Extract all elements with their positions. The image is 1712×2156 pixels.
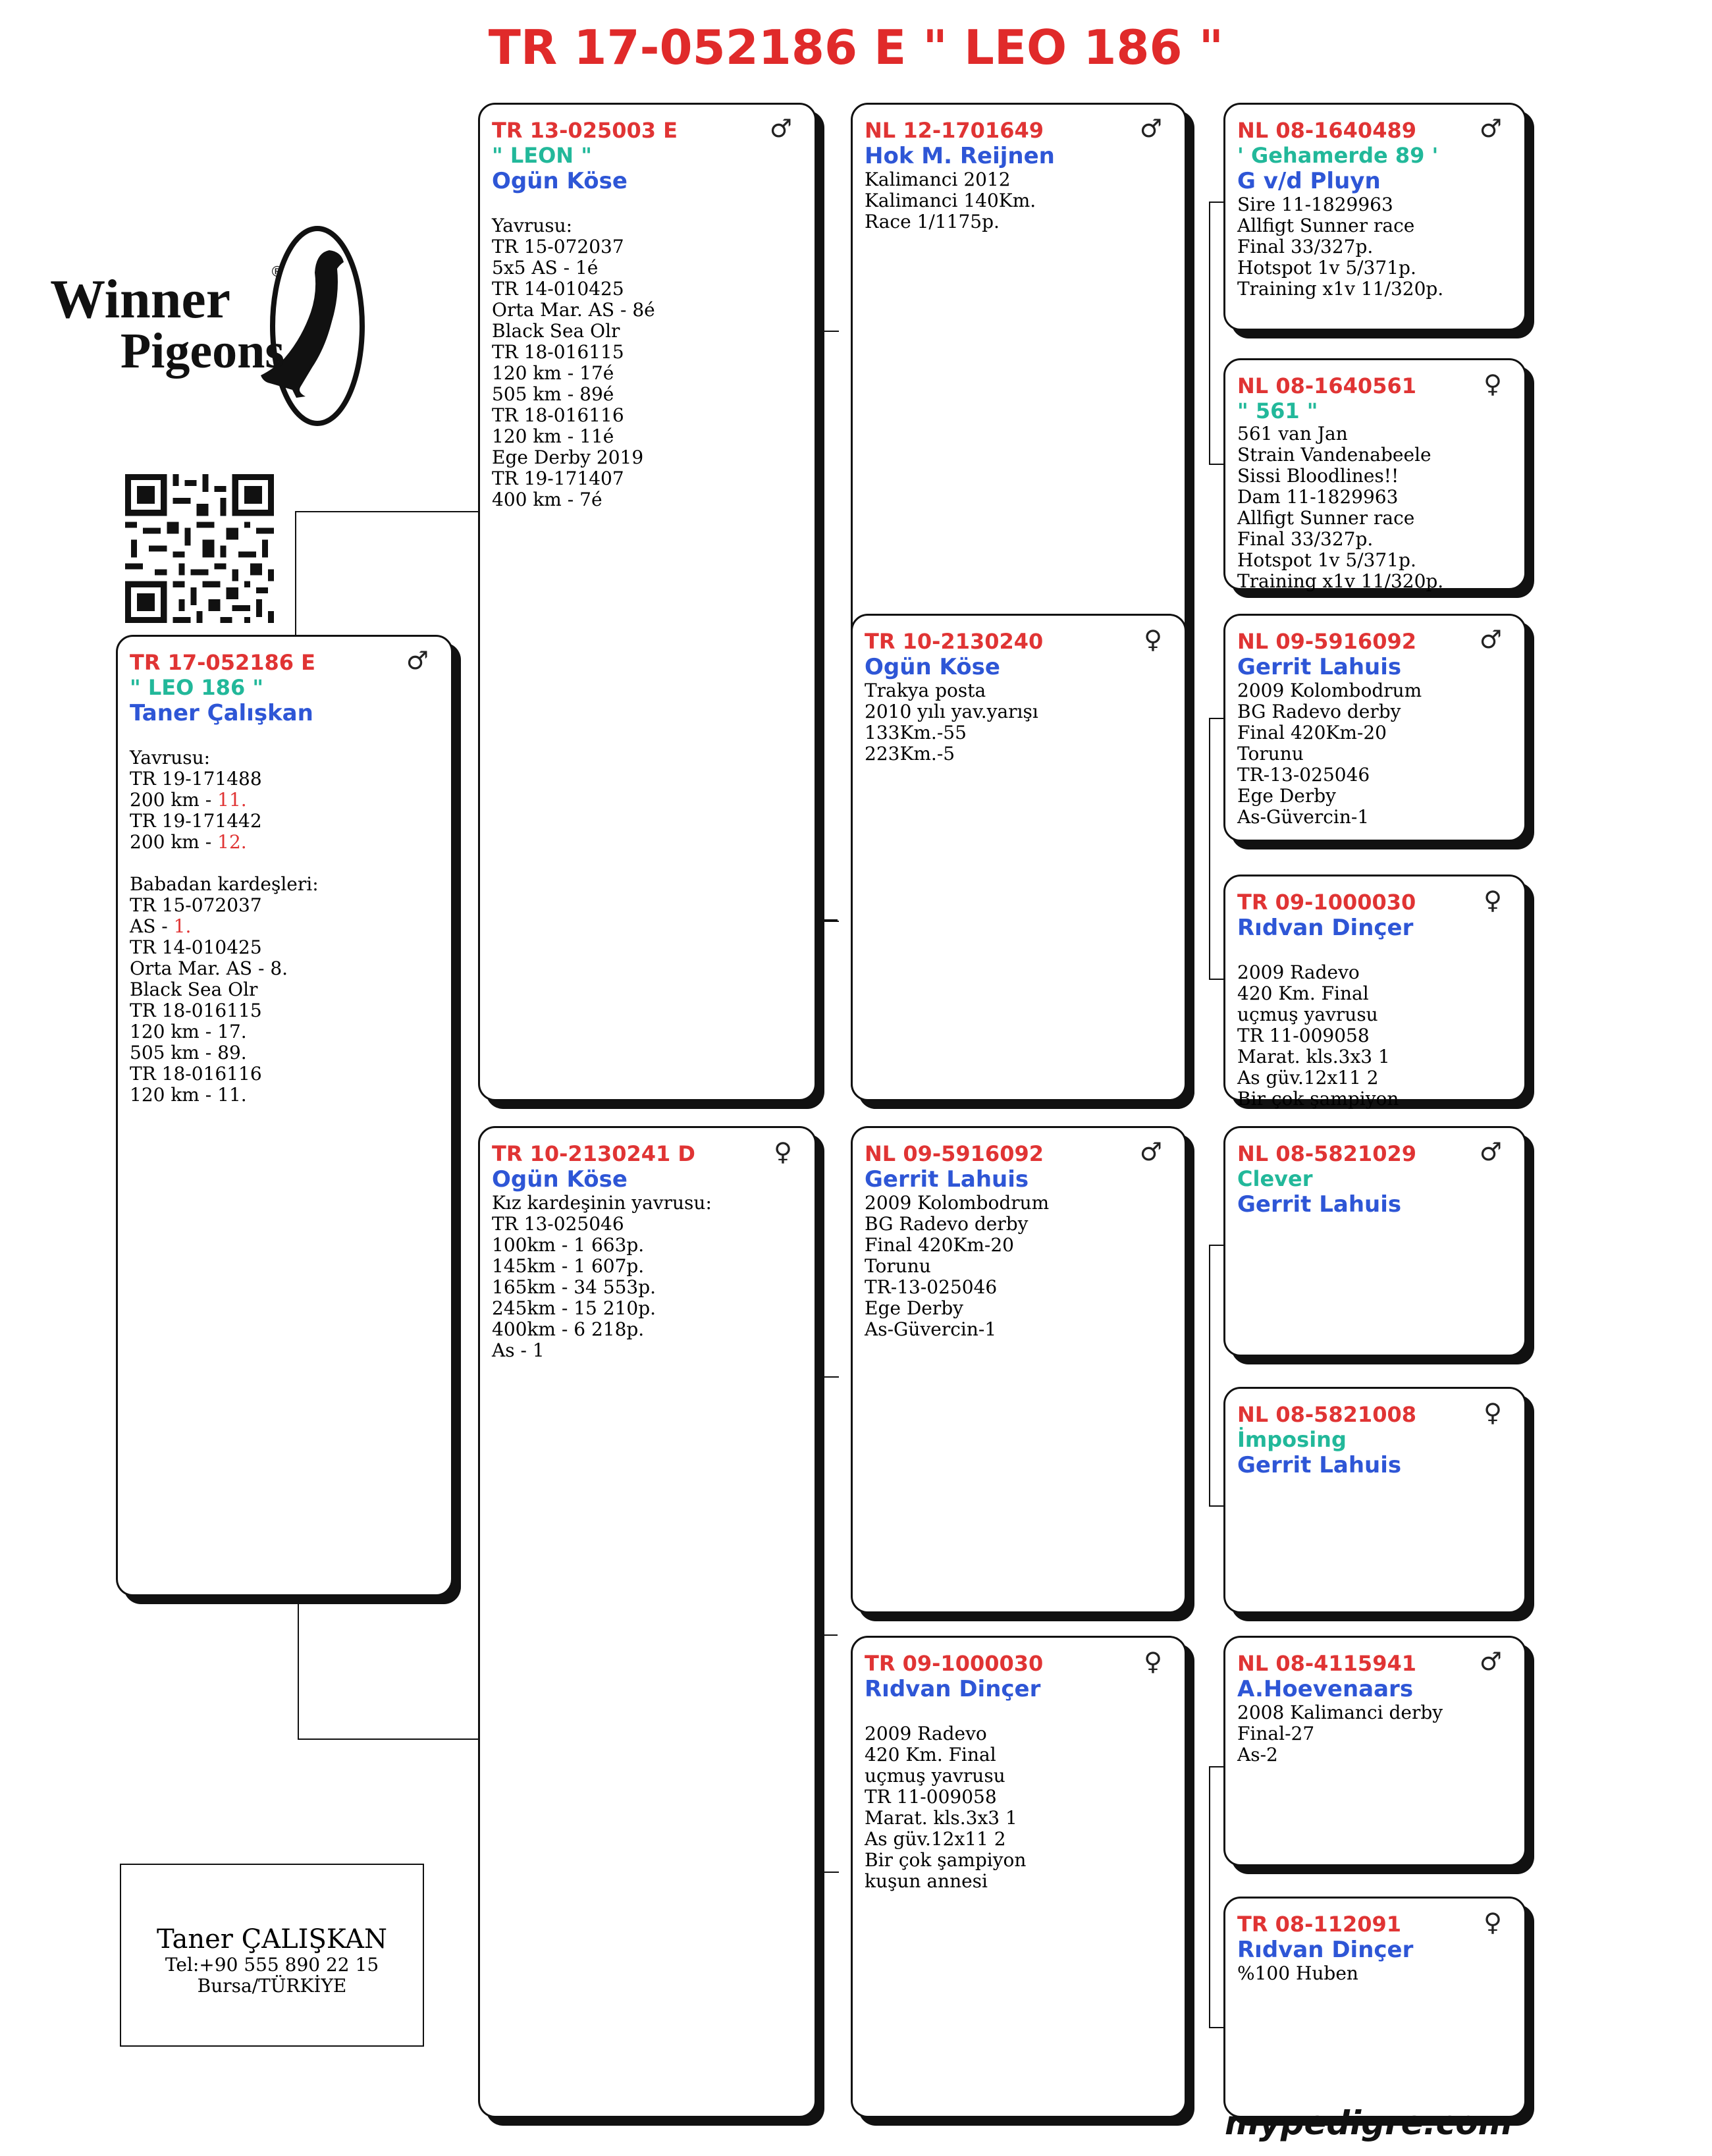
dam-sire-card[interactable] [851, 1126, 1187, 1613]
sibling-line: AS - 1. [130, 915, 192, 937]
pigeon-notes: Yavrusu: TR 15-072037 5x5 AS - 1é TR 14-010425 Orta Mar. AS - 8é Black Sea Olr TR 18-016115 120 km - 17é 505 km - 89é TR 18-016116 120 km - 11é Ege Derby 2019 TR 19-171407 400 km - 7é [492, 215, 655, 510]
male-symbol-icon: ♂ [1479, 1647, 1502, 1676]
pigeon-name: Clever [1237, 1166, 1313, 1191]
dam-sire-dam-card[interactable] [1223, 1387, 1526, 1613]
pigeon-notes: 2009 Kolombodrum BG Radevo derby Final 420Km-20 Torunu TR-13-025046 Ege Derby As-Güvercin-1 [1237, 680, 1422, 828]
connector-line [1209, 1766, 1225, 2028]
female-symbol-icon: ♀ [1144, 625, 1162, 654]
sibling-line: TR 18-016115 [130, 1000, 262, 1021]
placing: 12. [217, 831, 247, 853]
sibling-line: TR 14-010425 [130, 936, 262, 958]
pigeon-name: ' Gehamerde 89 ' [1237, 143, 1439, 168]
female-symbol-icon: ♀ [1484, 886, 1502, 915]
ring-number: TR 09-1000030 [865, 1651, 1044, 1676]
ring-number: TR 09-1000030 [1237, 890, 1416, 915]
owner-name: A.Hoevenaars [1237, 1676, 1414, 1702]
connector-line [819, 331, 839, 922]
ring-number: NL 08-1640489 [1237, 118, 1416, 143]
pigeon-notes: 2009 Kolombodrum BG Radevo derby Final 420Km-20 Torunu TR-13-025046 Ege Derby As-Güvercin-1 [865, 1192, 1050, 1340]
pigeon-name: " 561 " [1237, 398, 1318, 423]
dam-dam-dam-card[interactable] [1223, 1897, 1526, 2118]
ring-number: TR 13-025003 E [492, 118, 678, 143]
ring-number: TR 08-112091 [1237, 1912, 1402, 1937]
pigeon-notes: 2009 Radevo 420 Km. Final uçmuş yavrusu TR 11-009058 Marat. kls.3x3 1 As güv.12x11 2 Bir çok şampiyon kuşun annesi [865, 1723, 1027, 1892]
sire-dam-sire-card[interactable] [1223, 614, 1526, 842]
ring-number: TR 10-2130241 D [492, 1141, 695, 1166]
ring-number: TR 10-2130240 [865, 629, 1044, 654]
pigeon-notes: Sire 11-1829963 Allfigt Sunner race Final 33/327p. Hotspot 1v 5/371p. Training x1v 11/320p. [1237, 194, 1444, 300]
connector-line [295, 511, 481, 635]
offspring-ring: TR 19-171488 [130, 768, 262, 790]
sibling-line: 120 km - 11. [130, 1084, 247, 1106]
male-symbol-icon: ♂ [769, 114, 792, 143]
dam-dam-sire-card[interactable] [1223, 1636, 1526, 1866]
owner-name: Gerrit Lahuis [1237, 1191, 1402, 1218]
male-symbol-icon: ♂ [1139, 1137, 1162, 1166]
sire-card[interactable] [478, 103, 816, 1101]
subject-card[interactable] [116, 635, 453, 1596]
ring-number: NL 08-1640561 [1237, 373, 1416, 398]
sire-dam-card[interactable] [851, 614, 1187, 1101]
owner-name: Rıdvan Dinçer [865, 1676, 1041, 1702]
pigeon-name: " LEON " [492, 143, 592, 168]
owner-name: Ogün Köse [492, 1166, 628, 1193]
sibling-line: Black Sea Olr [130, 979, 258, 1000]
pigeon-notes: Trakya posta 2010 yılı yav.yarışı 133Km.-55 223Km.-5 [865, 680, 1038, 765]
female-symbol-icon: ♀ [1484, 1908, 1502, 1937]
breeder-contact-box [120, 1864, 424, 2047]
placing: 11. [217, 789, 247, 811]
sire-sire-dam-card[interactable] [1223, 358, 1526, 590]
owner-name: G v/d Pluyn [1237, 168, 1381, 194]
male-symbol-icon: ♂ [1479, 625, 1502, 654]
breeder-phone: Tel:+90 555 890 22 15 [165, 1954, 379, 1976]
offspring-ring: TR 19-171442 [130, 810, 262, 832]
female-symbol-icon: ♀ [1484, 369, 1502, 398]
website-label[interactable]: mypedigre.com [1225, 2104, 1512, 2142]
pigeon-notes: Kalimanci 2012 Kalimanci 140Km. Race 1/1175p. [865, 169, 1036, 232]
breeder-name: Taner ÇALIŞKAN [156, 1924, 388, 1954]
siblings-label: Babadan kardeşleri: [130, 873, 319, 895]
pigeon-notes: Kız kardeşinin yavrusu: TR 13-025046 100km - 1 663p. 145km - 1 607p. 165km - 34 553p. 245km - 15 210p. 400km - 6 218p. As - 1 [492, 1192, 712, 1361]
male-symbol-icon: ♂ [1479, 1137, 1502, 1166]
sibling-line: 120 km - 17. [130, 1021, 247, 1042]
sibling-line: TR 18-016116 [130, 1063, 262, 1085]
ring-number: TR 17-052186 E [130, 650, 316, 675]
owner-name: Rıdvan Dinçer [1237, 915, 1414, 941]
sibling-line: TR 15-072037 [130, 894, 262, 916]
connector-line [819, 919, 838, 921]
dam-sire-sire-card[interactable] [1223, 1126, 1526, 1357]
offspring-label: Yavrusu: [130, 747, 211, 768]
owner-name: Gerrit Lahuis [865, 1166, 1029, 1193]
connector-line [819, 1376, 839, 1873]
connector-line [819, 1634, 838, 1636]
winner-pigeons-logo [50, 217, 388, 435]
offspring-result: 200 km - 12. [130, 831, 247, 853]
connector-line [1209, 718, 1225, 980]
male-symbol-icon: ♂ [406, 646, 429, 675]
svg-text:Pigeons: Pigeons [120, 323, 284, 379]
sibling-line: Orta Mar. AS - 8. [130, 957, 288, 979]
connector-line [1209, 1245, 1225, 1507]
dam-card[interactable] [478, 1126, 816, 2118]
dam-dam-card[interactable] [851, 1636, 1187, 2118]
pigeon-notes: 2009 Radevo 420 Km. Final uçmuş yavrusu TR 11-009058 Marat. kls.3x3 1 As güv.12x11 2 Bir çok şampiyon [1237, 961, 1399, 1110]
pigeon-name: " LEO 186 " [130, 675, 264, 700]
owner-name: Ogün Köse [492, 168, 628, 194]
placing: 1. [173, 915, 192, 937]
owner-name: Taner Çalışkan [130, 700, 313, 726]
qr-code[interactable] [125, 474, 274, 623]
svg-text:Winner: Winner [50, 269, 230, 330]
owner-name: Ogün Köse [865, 654, 1000, 680]
sire-sire-sire-card[interactable] [1223, 103, 1526, 331]
ring-number: NL 08-5821008 [1237, 1402, 1416, 1427]
svg-text:®: ® [270, 264, 284, 281]
female-symbol-icon: ♀ [1484, 1398, 1502, 1427]
pigeon-notes: 561 van Jan Strain Vandenabeele Sissi Bloodlines!! Dam 11-1829963 Allfigt Sunner race Final 33/327p. Hotspot 1v 5/371p. Training x1v 11/320p. [1237, 423, 1444, 592]
ring-number: NL 08-5821029 [1237, 1141, 1416, 1166]
ring-number: NL 08-4115941 [1237, 1651, 1416, 1676]
ring-number: NL 09-5916092 [865, 1141, 1044, 1166]
pigeon-name: İmposing [1237, 1427, 1347, 1452]
pedigree-title: TR 17-052186 E " LEO 186 " [488, 20, 1224, 75]
ring-number: NL 12-1701649 [865, 118, 1044, 143]
owner-name: Hok M. Reijnen [865, 143, 1055, 169]
male-symbol-icon: ♂ [1479, 114, 1502, 143]
owner-name: Gerrit Lahuis [1237, 1452, 1402, 1478]
pigeon-notes: %100 Huben [1237, 1962, 1358, 1984]
ring-number: NL 09-5916092 [1237, 629, 1416, 654]
female-symbol-icon: ♀ [774, 1137, 792, 1166]
sibling-line: 505 km - 89. [130, 1042, 247, 1064]
female-symbol-icon: ♀ [1144, 1647, 1162, 1676]
sire-dam-dam-card[interactable] [1223, 875, 1526, 1110]
owner-name: Rıdvan Dinçer [1237, 1937, 1414, 1963]
offspring-result: 200 km - 11. [130, 789, 247, 811]
connector-line [1209, 202, 1225, 465]
breeder-location: Bursa/TÜRKİYE [197, 1975, 347, 1997]
connector-line [298, 1600, 481, 1740]
owner-name: Gerrit Lahuis [1237, 654, 1402, 680]
pigeon-notes: 2008 Kalimanci derby Final-27 As-2 [1237, 1702, 1443, 1765]
male-symbol-icon: ♂ [1139, 114, 1162, 143]
